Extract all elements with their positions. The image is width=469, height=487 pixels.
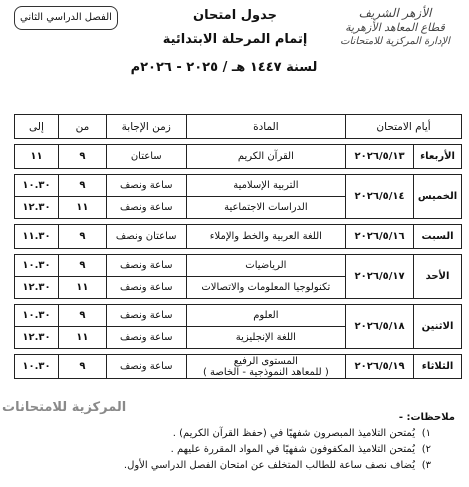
exam-subject: اللغة الإنجليزية <box>186 327 345 349</box>
exam-end: ١٠.٣٠ <box>15 255 59 277</box>
exam-duration: ساعة ونصف <box>106 277 186 299</box>
page-title: جدول امتحان <box>193 8 277 23</box>
header-from: من <box>58 115 106 139</box>
exam-duration: ساعة ونصف <box>106 197 186 219</box>
note-text: يُمتحن التلاميذ المبصرون شفهيًا في (حفظ القرآن الكريم) . <box>172 428 415 439</box>
academic-year: لسنة ١٤٤٧ هـ / ٢٠٢٥ - ٢٠٢٦م <box>130 60 318 75</box>
exam-start: ١١ <box>58 327 106 349</box>
exam-end: ١٢.٣٠ <box>15 327 59 349</box>
table-row <box>15 175 462 197</box>
schedule-table <box>14 114 462 379</box>
exam-duration: ساعتان <box>106 145 186 169</box>
exam-start: ٩ <box>58 255 106 277</box>
exam-end: ١٠.٣٠ <box>15 175 59 197</box>
exam-date: ٢٠٢٦/٥/١٩ <box>346 355 414 379</box>
exam-date: ٢٠٢٦/٥/١٣ <box>346 145 414 169</box>
exam-start: ٩ <box>58 355 106 379</box>
notes-section <box>15 410 455 474</box>
exam-duration: ساعة ونصف <box>106 327 186 349</box>
note-item <box>15 442 431 458</box>
logo-line-3: الإدارة المركزية للامتحانات <box>340 36 450 47</box>
exam-end: ١٢.٣٠ <box>15 197 59 219</box>
notes-title: ملاحظات: - <box>398 412 455 423</box>
exam-duration: ساعتان ونصف <box>106 225 186 249</box>
exam-date: ٢٠٢٦/٥/١٤ <box>346 175 414 219</box>
exam-subject: الدراسات الاجتماعية <box>186 197 345 219</box>
title-block <box>130 4 340 52</box>
note-number: ٣) <box>421 460 431 471</box>
exam-subject: المستوى الرفيع ( للمعاهد النموذجية - الخاصة ) <box>186 355 345 379</box>
table-row <box>15 255 462 277</box>
azhar-logo <box>329 6 461 68</box>
exam-start: ١١ <box>58 277 106 299</box>
exam-start: ١١ <box>58 197 106 219</box>
note-text: يُضاف نصف ساعة للطالب المتخلف عن امتحان الفصل الدراسي الأول. <box>123 460 415 471</box>
exam-date: ٢٠٢٦/٥/١٨ <box>346 305 414 349</box>
header-subject: المادة <box>186 115 345 139</box>
exam-subject: التربية الإسلامية <box>186 175 345 197</box>
exam-duration: ساعة ونصف <box>106 355 186 379</box>
logo-line-2: قطاع المعاهد الأزهرية <box>345 21 445 34</box>
table-row <box>15 355 462 379</box>
exam-start: ٩ <box>58 305 106 327</box>
header-duration: زمن الإجابة <box>106 115 186 139</box>
schedule-body <box>15 139 462 379</box>
table-row <box>15 225 462 249</box>
exam-day: الاثنين <box>414 305 462 349</box>
exam-end: ١٠.٣٠ <box>15 305 59 327</box>
exam-subject: القرآن الكريم <box>186 145 345 169</box>
header-to: إلى <box>15 115 59 139</box>
exam-subject: اللغة العربية والخط والإملاء <box>186 225 345 249</box>
note-item <box>15 458 431 474</box>
note-item <box>15 426 431 442</box>
exam-duration: ساعة ونصف <box>106 255 186 277</box>
exam-day: الخميس <box>414 175 462 219</box>
page-subtitle: إتمام المرحلة الابتدائية <box>162 32 308 47</box>
note-number: ١) <box>421 428 431 439</box>
exam-end: ١١.٣٠ <box>15 225 59 249</box>
exam-day: الثلاثاء <box>414 355 462 379</box>
note-text: يُمتحن التلاميذ المكفوفون شفهيًا في المواد المقررة عليهم . <box>170 444 415 455</box>
table-header-row <box>15 115 462 139</box>
table-row <box>15 145 462 169</box>
note-number: ٢) <box>421 444 431 455</box>
table-row <box>15 305 462 327</box>
exam-start: ٩ <box>58 225 106 249</box>
notes-list <box>15 426 455 474</box>
exam-end: ١٢.٣٠ <box>15 277 59 299</box>
exam-duration: ساعة ونصف <box>106 175 186 197</box>
header-days: أيام الامتحان <box>346 115 462 139</box>
exam-day: الأحد <box>414 255 462 299</box>
exam-end: ١٠.٣٠ <box>15 355 59 379</box>
exam-day: الأربعاء <box>414 145 462 169</box>
logo-line-1: الأزهر الشريف <box>358 6 432 20</box>
exam-day: السبت <box>414 225 462 249</box>
exam-end: ١١ <box>15 145 59 169</box>
exam-date: ٢٠٢٦/٥/١٦ <box>346 225 414 249</box>
exam-duration: ساعة ونصف <box>106 305 186 327</box>
exam-subject: العلوم <box>186 305 345 327</box>
exam-start: ٩ <box>58 145 106 169</box>
exam-subject: الرياضيات <box>186 255 345 277</box>
exam-date: ٢٠٢٦/٥/١٧ <box>346 255 414 299</box>
semester-badge: الفصل الدراسي الثاني <box>14 6 118 30</box>
exam-subject: تكنولوجيا المعلومات والاتصالات <box>186 277 345 299</box>
exam-start: ٩ <box>58 175 106 197</box>
watermark-text: المركزية للامتحانات <box>2 400 127 415</box>
